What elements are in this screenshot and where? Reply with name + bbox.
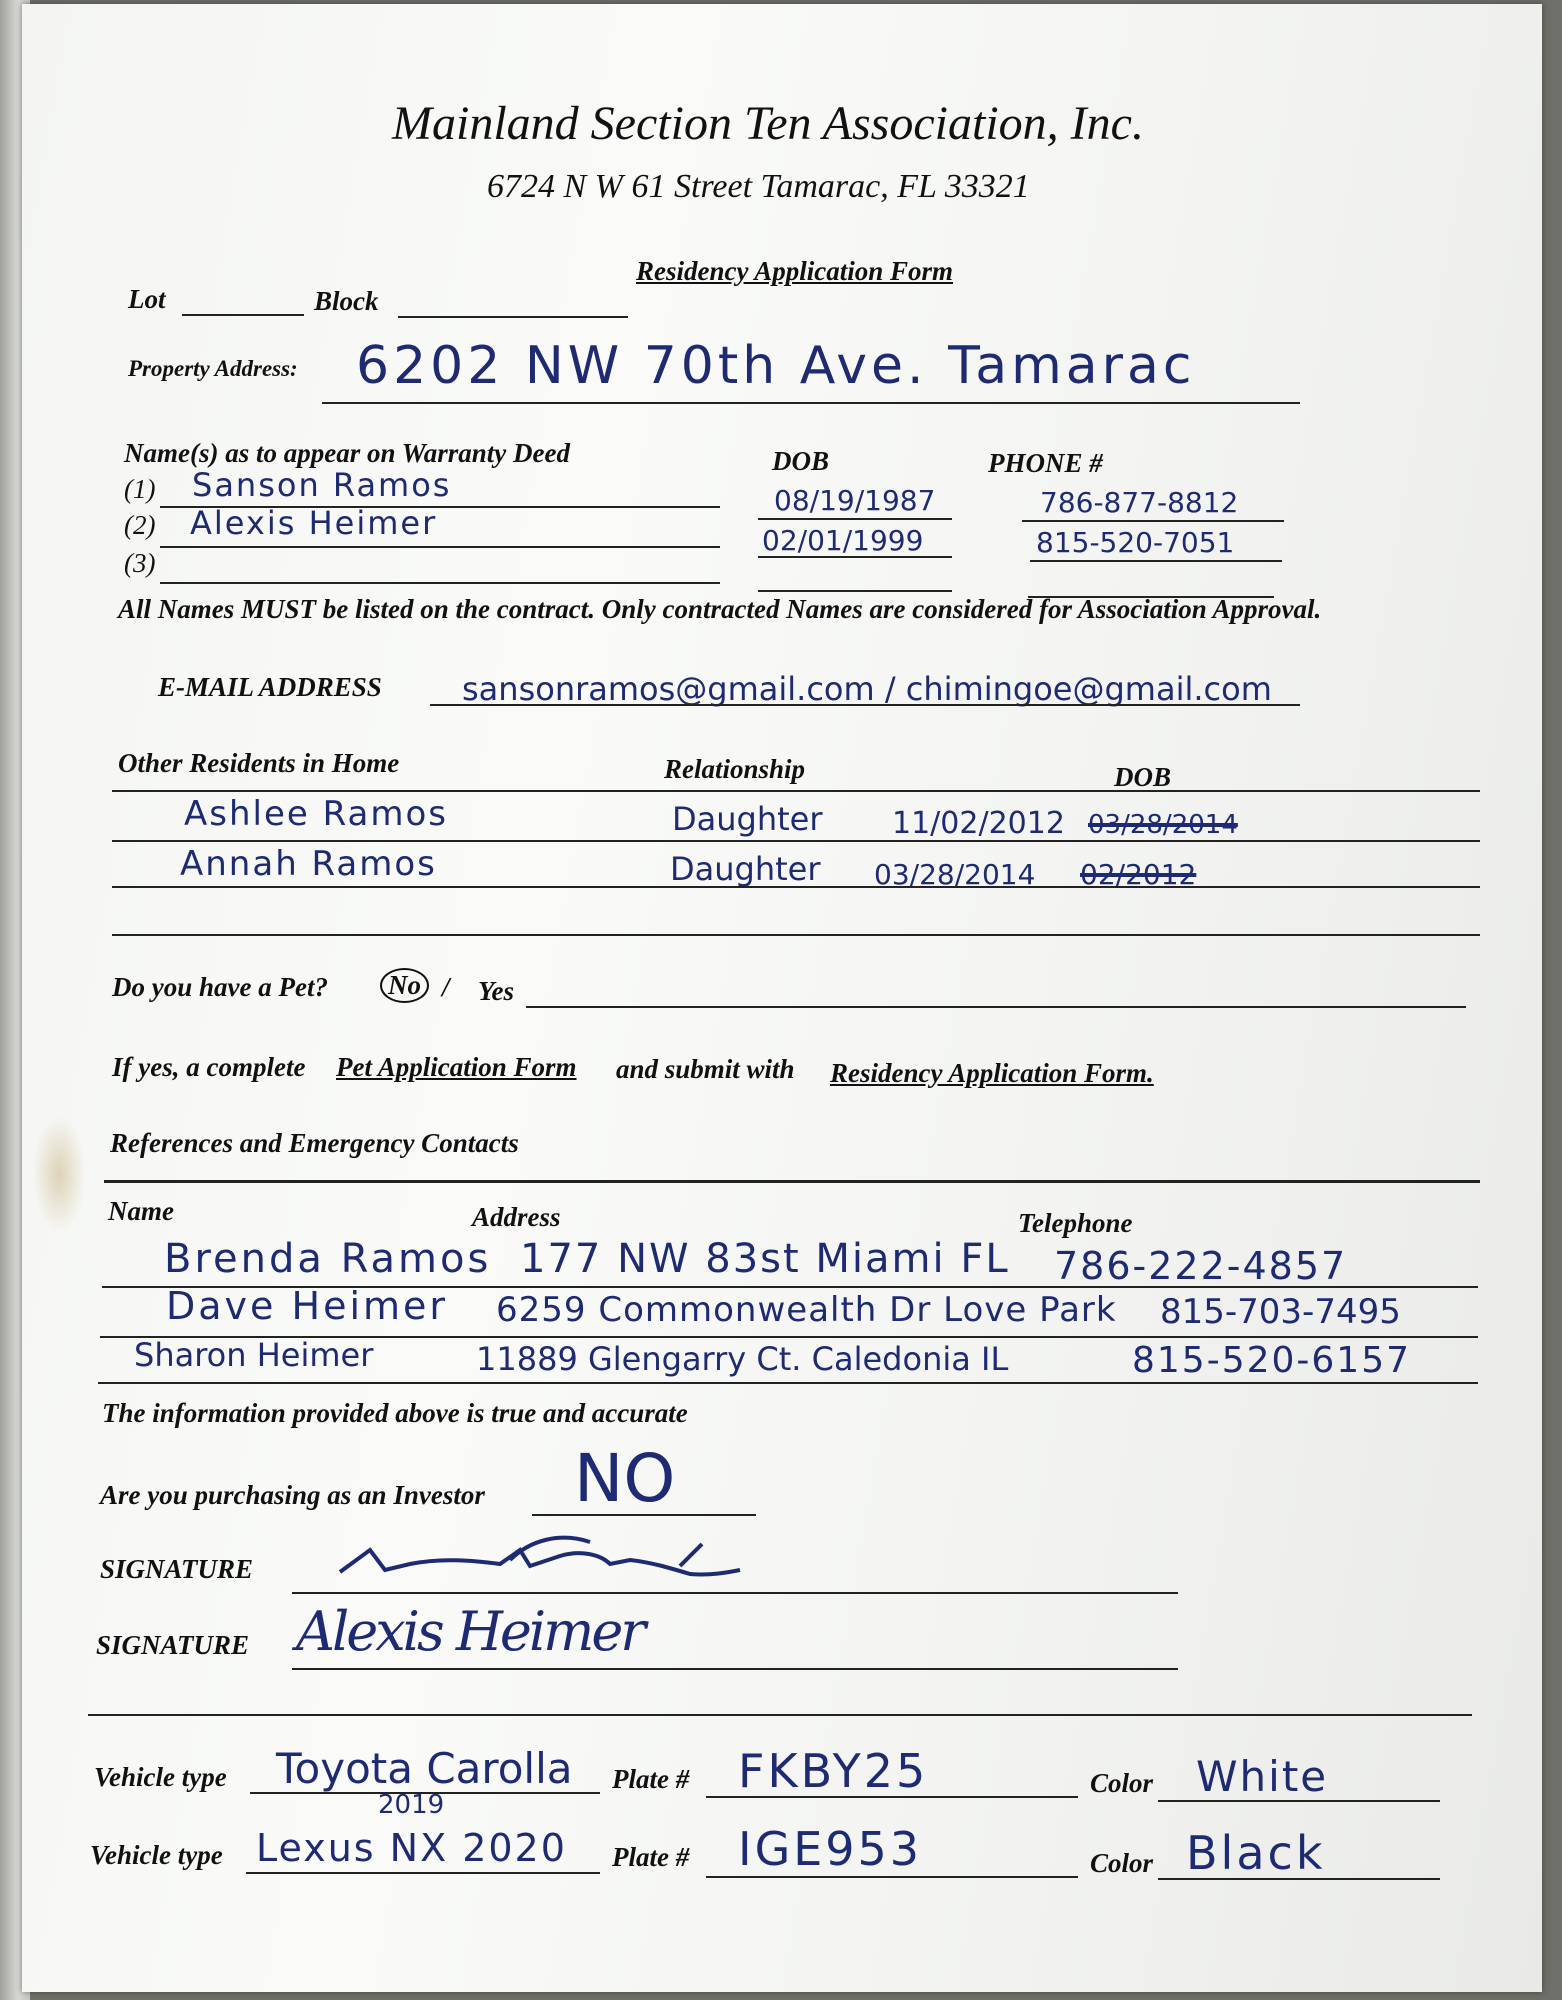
resident-row-3-line[interactable] <box>112 934 1480 936</box>
resident-row-1-crossed-dob: 03/28/2014 <box>1088 810 1238 840</box>
owner-row-1-phone[interactable]: 786-877-8812 <box>1040 486 1239 519</box>
warranty-deed-names-label: Name(s) as to appear on Warranty Deed <box>124 438 570 468</box>
vehicle-1-plate[interactable]: FKBY25 <box>738 1744 929 1798</box>
block-label: Block <box>314 286 379 316</box>
vehicle-2-type-line <box>246 1872 600 1874</box>
investor-question: Are you purchasing as an Investor <box>100 1480 485 1510</box>
reference-row-1-phone[interactable]: 786-222-4857 <box>1054 1244 1348 1288</box>
email-label: E-MAIL ADDRESS <box>158 672 382 702</box>
property-address-line <box>322 402 1300 404</box>
lot-field[interactable] <box>182 314 304 316</box>
paper-stain <box>32 1114 86 1234</box>
reference-row-2-name[interactable]: Dave Heimer <box>166 1284 449 1328</box>
reference-row-1-name[interactable]: Brenda Ramos <box>164 1236 492 1282</box>
vehicle-1-color[interactable]: White <box>1196 1752 1329 1801</box>
resident-row-1-dob[interactable]: 11/02/2012 <box>892 806 1065 841</box>
reference-phone-label: Telephone <box>1018 1208 1133 1238</box>
investor-answer[interactable]: NO <box>574 1440 676 1517</box>
vehicle-1-color-label: Color <box>1090 1768 1154 1798</box>
resident-row-1-line <box>112 840 1480 842</box>
pet-yes-line <box>526 1006 1466 1008</box>
resident-row-1-name[interactable]: Ashlee Ramos <box>184 794 448 834</box>
resident-row-2-name[interactable]: Annah Ramos <box>180 844 437 884</box>
residents-header-line <box>112 790 1480 792</box>
owner-row-1-num: (1) <box>124 474 156 504</box>
owner-row-2-line <box>160 546 720 548</box>
reference-address-label: Address <box>472 1202 561 1232</box>
owner-row-2-dob[interactable]: 02/01/1999 <box>762 524 924 557</box>
relationship-label: Relationship <box>664 754 806 784</box>
signature-1-label: SIGNATURE <box>100 1554 254 1584</box>
residency-application-form-link[interactable]: Residency Application Form. <box>830 1058 1154 1088</box>
email-value[interactable]: sansonramos@gmail.com / chimingoe@gmail.com <box>462 670 1272 708</box>
org-name: Mainland Section Ten Association, Inc. <box>392 97 1144 150</box>
references-label: References and Emergency Contacts <box>110 1128 519 1158</box>
vehicle-2-color-line <box>1158 1878 1440 1880</box>
other-residents-label: Other Residents in Home <box>118 748 400 778</box>
reference-row-1-address[interactable]: 177 NW 83st Miami FL <box>520 1236 1010 1282</box>
owner-row-2-num: (2) <box>124 510 156 540</box>
form-title: Residency Application Form <box>636 256 953 286</box>
pet-question: Do you have a Pet? <box>112 972 328 1002</box>
contract-notice: All Names MUST be listed on the contract. Only contracted Names are considered for Association Approval. <box>118 594 1322 624</box>
resident-row-1-relationship[interactable]: Daughter <box>672 800 823 838</box>
owner-row-3-dob-line[interactable] <box>758 590 952 592</box>
owner-phone-label: PHONE # <box>988 448 1103 478</box>
resident-row-2-crossed-dob: 02/2012 <box>1080 858 1197 891</box>
owner-dob-label: DOB <box>772 446 830 476</box>
reference-row-3-address[interactable]: 11889 Glengarry Ct. Caledonia IL <box>476 1340 1009 1378</box>
owner-row-2-phone[interactable]: 815-520-7051 <box>1036 526 1235 559</box>
vehicle-2-plate-label: Plate # <box>612 1842 690 1872</box>
reference-row-2-address[interactable]: 6259 Commonwealth Dr Love Park <box>496 1290 1117 1330</box>
vehicle-2-color-label: Color <box>1090 1848 1154 1878</box>
owner-row-2-dob-line <box>758 556 952 558</box>
owner-row-1-dob-line <box>758 518 952 520</box>
vehicle-1-year[interactable]: 2019 <box>378 1790 445 1820</box>
owner-row-2-name[interactable]: Alexis Heimer <box>190 504 438 542</box>
vehicle-2-type-label: Vehicle type <box>90 1840 223 1870</box>
reference-row-3-name[interactable]: Sharon Heimer <box>134 1336 374 1374</box>
vehicle-1-plate-line <box>706 1796 1078 1798</box>
vehicle-2-type[interactable]: Lexus NX 2020 <box>256 1826 567 1870</box>
vehicle-2-color[interactable]: Black <box>1186 1826 1326 1880</box>
resident-row-2-relationship[interactable]: Daughter <box>670 850 821 888</box>
signature-2-text: Alexis Heimer <box>296 1600 644 1663</box>
vehicle-2-plate[interactable]: IGE953 <box>738 1822 923 1876</box>
vehicle-2-plate-line <box>706 1876 1078 1878</box>
reference-name-label: Name <box>108 1196 174 1226</box>
investor-line <box>532 1514 756 1516</box>
pet-no-option[interactable]: No <box>380 968 429 1003</box>
resident-row-2-line <box>112 886 1480 888</box>
pet-note-prefix: If yes, a complete <box>112 1052 306 1082</box>
vehicle-1-type-line <box>250 1792 600 1794</box>
email-line <box>430 704 1300 706</box>
signature-2-line[interactable] <box>292 1668 1178 1670</box>
vehicle-1-type-label: Vehicle type <box>94 1762 227 1792</box>
owner-row-3-num: (3) <box>124 548 156 578</box>
pet-yes-option[interactable]: Yes <box>478 976 514 1006</box>
signature-2-label: SIGNATURE <box>96 1630 250 1660</box>
vehicle-1-plate-label: Plate # <box>612 1764 690 1794</box>
owner-row-3-line[interactable] <box>160 582 720 584</box>
vehicle-1-type[interactable]: Toyota Carolla <box>276 1744 573 1793</box>
property-address-label: Property Address: <box>128 356 298 381</box>
block-field[interactable] <box>398 316 628 318</box>
vehicle-1-color-line <box>1158 1800 1440 1802</box>
reference-row-3-line <box>98 1382 1478 1384</box>
signature-1-line[interactable] <box>292 1592 1178 1594</box>
owner-row-1-phone-line <box>1022 520 1284 522</box>
owner-row-1-name[interactable]: Sanson Ramos <box>192 466 452 504</box>
pet-application-form-link[interactable]: Pet Application Form <box>336 1052 577 1082</box>
reference-row-3-phone[interactable]: 815-520-6157 <box>1132 1340 1412 1381</box>
references-header-line <box>104 1180 1480 1183</box>
owner-row-1-dob[interactable]: 08/19/1987 <box>774 484 936 517</box>
pet-note-mid: and submit with <box>616 1054 795 1084</box>
property-address-value[interactable]: 6202 NW 70th Ave. Tamarac <box>356 336 1196 396</box>
pet-separator: / <box>442 972 450 1002</box>
lot-label: Lot <box>128 284 166 314</box>
attestation-text: The information provided above is true and accurate <box>102 1398 688 1428</box>
org-address: 6724 N W 61 Street Tamarac, FL 33321 <box>487 168 1030 205</box>
section-divider <box>88 1714 1472 1716</box>
owner-row-2-phone-line <box>1030 560 1282 562</box>
resident-dob-label: DOB <box>1114 762 1172 792</box>
resident-row-2-dob[interactable]: 03/28/2014 <box>874 858 1036 891</box>
reference-row-2-phone[interactable]: 815-703-7495 <box>1160 1292 1401 1332</box>
signature-1-scribble <box>330 1520 750 1590</box>
